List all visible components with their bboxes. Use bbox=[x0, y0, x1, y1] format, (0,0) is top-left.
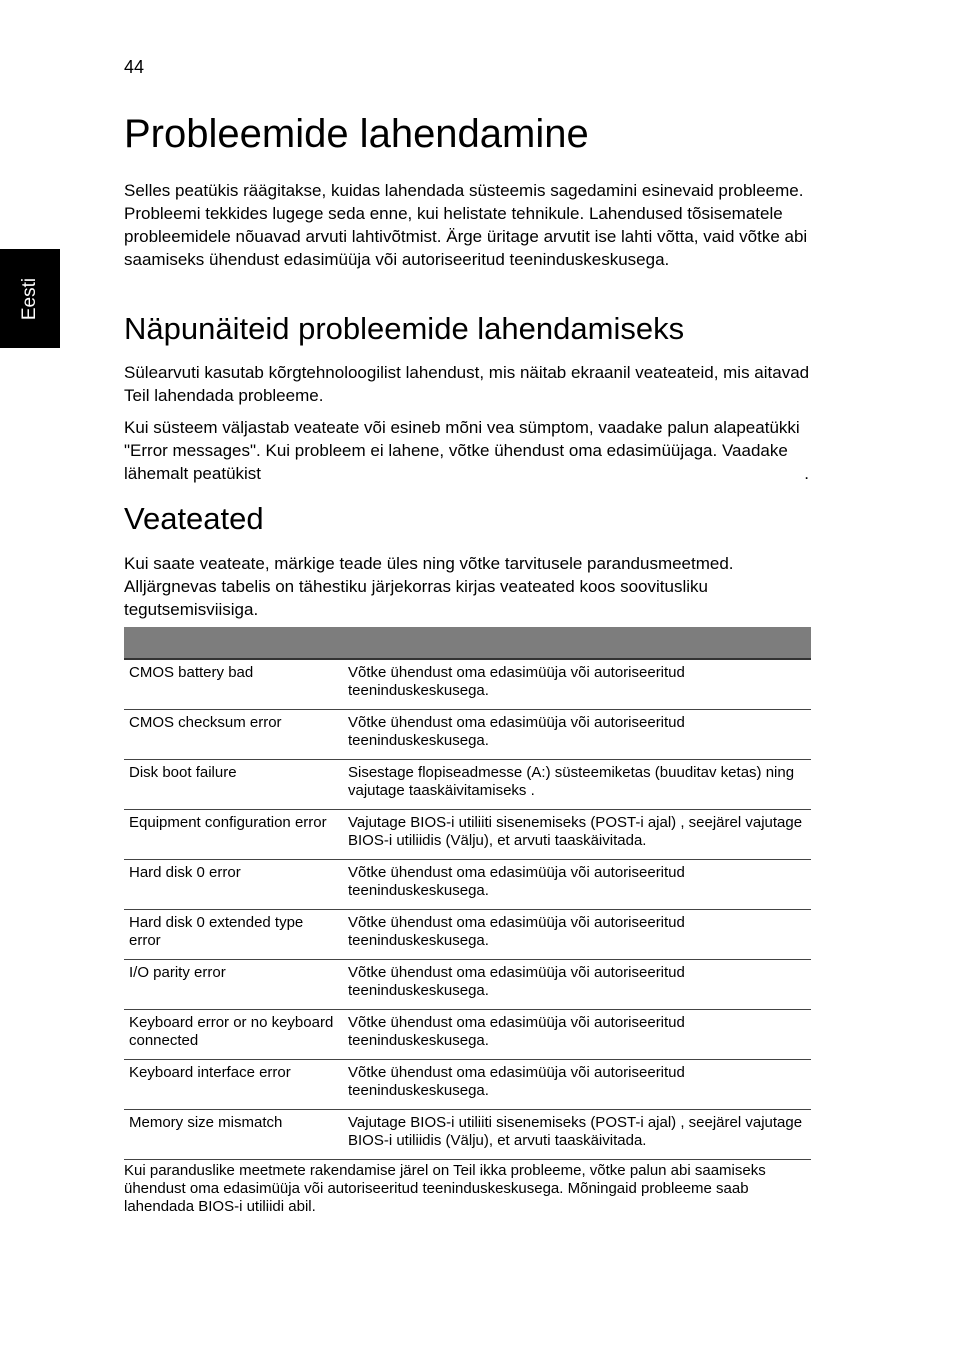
table-header-cell-error bbox=[124, 627, 339, 659]
table-row bbox=[124, 960, 811, 1010]
table-row bbox=[124, 1010, 811, 1060]
table-header-cell-action bbox=[339, 627, 811, 659]
table-row bbox=[124, 1060, 811, 1110]
page-title: Probleemide lahendamine bbox=[124, 112, 589, 156]
action-cell: Võtke ühendust oma edasimüüja või autoriseeritud teeninduskeskusega. bbox=[339, 1010, 811, 1060]
table-row bbox=[124, 760, 811, 810]
language-side-tab-label: Eesti bbox=[19, 277, 40, 320]
table-row bbox=[124, 710, 811, 760]
error-message-cell: Disk boot failure bbox=[124, 760, 339, 810]
error-message-cell: Memory size mismatch bbox=[124, 1110, 339, 1160]
error-message-cell: CMOS battery bad bbox=[124, 659, 339, 710]
table-row bbox=[124, 659, 811, 710]
error-messages-table bbox=[124, 627, 811, 1160]
page-number: 44 bbox=[124, 57, 145, 77]
error-message-cell: Hard disk 0 extended type error bbox=[124, 910, 339, 960]
language-side-tab bbox=[0, 249, 60, 348]
errors-heading: Veateated bbox=[124, 501, 264, 536]
action-cell: Vajutage BIOS-i utiliiti sisenemiseks (POST-i ajal) , seejärel vajutage BIOS-i utiliidis (Välju), et arvuti taaskäivitada. bbox=[339, 810, 811, 860]
table-row bbox=[124, 810, 811, 860]
tips-heading: Näpunäiteid probleemide lahendamiseks bbox=[124, 311, 685, 346]
error-message-cell: I/O parity error bbox=[124, 960, 339, 1010]
action-cell: Vajutage BIOS-i utiliiti sisenemiseks (POST-i ajal) , seejärel vajutage BIOS-i utiliidis (Välju), et arvuti taaskäivitada. bbox=[339, 1110, 811, 1160]
error-message-cell: Keyboard error or no keyboard connected bbox=[124, 1010, 339, 1060]
intro-paragraph: Selles peatükis räägitakse, kuidas lahendada süsteemis sagedamini esinevaid probleeme. Probleemi tekkides lugege seda enne, kui helistate tehnikule. Lahendused tõsisematele probleemidele nõuavad arvuti lahtivõtmist. Ärge üritage arvutit ise lahti võtta, vaid võtke abi saamiseks ühendust edasimüüja või autoriseeritud teeninduskeskusega. bbox=[124, 181, 808, 269]
action-cell: Võtke ühendust oma edasimüüja või autoriseeritud teeninduskeskusega. bbox=[339, 1060, 811, 1110]
action-cell: Sisestage flopiseadmesse (A:) süsteemiketas (buuditav ketas) ning vajutage taaskäivitamiseks . bbox=[339, 760, 811, 810]
errors-intro-paragraph: Kui saate veateate, märkige teade üles ning võtke tarvitusele parandusmeetmed. Alljärgnevas tabelis on tähestiku järjekorras kirjas veateated koos soovitusliku tegutsemisviisiga. bbox=[124, 554, 734, 619]
error-message-cell: Keyboard interface error bbox=[124, 1060, 339, 1110]
table-row bbox=[124, 1110, 811, 1160]
tips-paragraph-1: Sülearvuti kasutab kõrgtehnoloogilist lahendust, mis näitab ekraanil veateateid, mis aitavad Teil lahendada probleeme. bbox=[124, 363, 810, 405]
table-header-row bbox=[124, 627, 811, 659]
tips-paragraph-2 bbox=[124, 416, 812, 485]
action-cell: Võtke ühendust oma edasimüüja või autoriseeritud teeninduskeskusega. bbox=[339, 860, 811, 910]
table-row bbox=[124, 910, 811, 960]
tips-paragraph-2-text: Kui süsteem väljastab veateate või esineb mõni vea sümptom, vaadake palun alapeatükki "Error messages". Kui probleem ei lahene, võtke ühendust oma edasimüüjaga. Vaadake lähemalt peatükist bbox=[124, 418, 800, 483]
action-cell: Võtke ühendust oma edasimüüja või autoriseeritud teeninduskeskusega. bbox=[339, 710, 811, 760]
error-message-cell: Hard disk 0 error bbox=[124, 860, 339, 910]
action-cell: Võtke ühendust oma edasimüüja või autoriseeritud teeninduskeskusega. bbox=[339, 960, 811, 1010]
error-message-cell: CMOS checksum error bbox=[124, 710, 339, 760]
tips-paragraph-2-end: . bbox=[804, 464, 809, 483]
action-cell: Võtke ühendust oma edasimüüja või autoriseeritud teeninduskeskusega. bbox=[339, 659, 811, 710]
table-header bbox=[124, 627, 811, 659]
table-body bbox=[124, 659, 811, 1160]
error-message-cell: Equipment configuration error bbox=[124, 810, 339, 860]
action-cell: Võtke ühendust oma edasimüüja või autoriseeritud teeninduskeskusega. bbox=[339, 910, 811, 960]
table-row bbox=[124, 860, 811, 910]
table-footnote: Kui paranduslike meetmete rakendamise järel on Teil ikka probleeme, võtke palun abi saamiseks ühendust oma edasimüüja või autoriseeritud teeninduskeskusega. Mõningaid probleeme saab lahendada BIOS-i utiliidi abil. bbox=[124, 1162, 766, 1215]
